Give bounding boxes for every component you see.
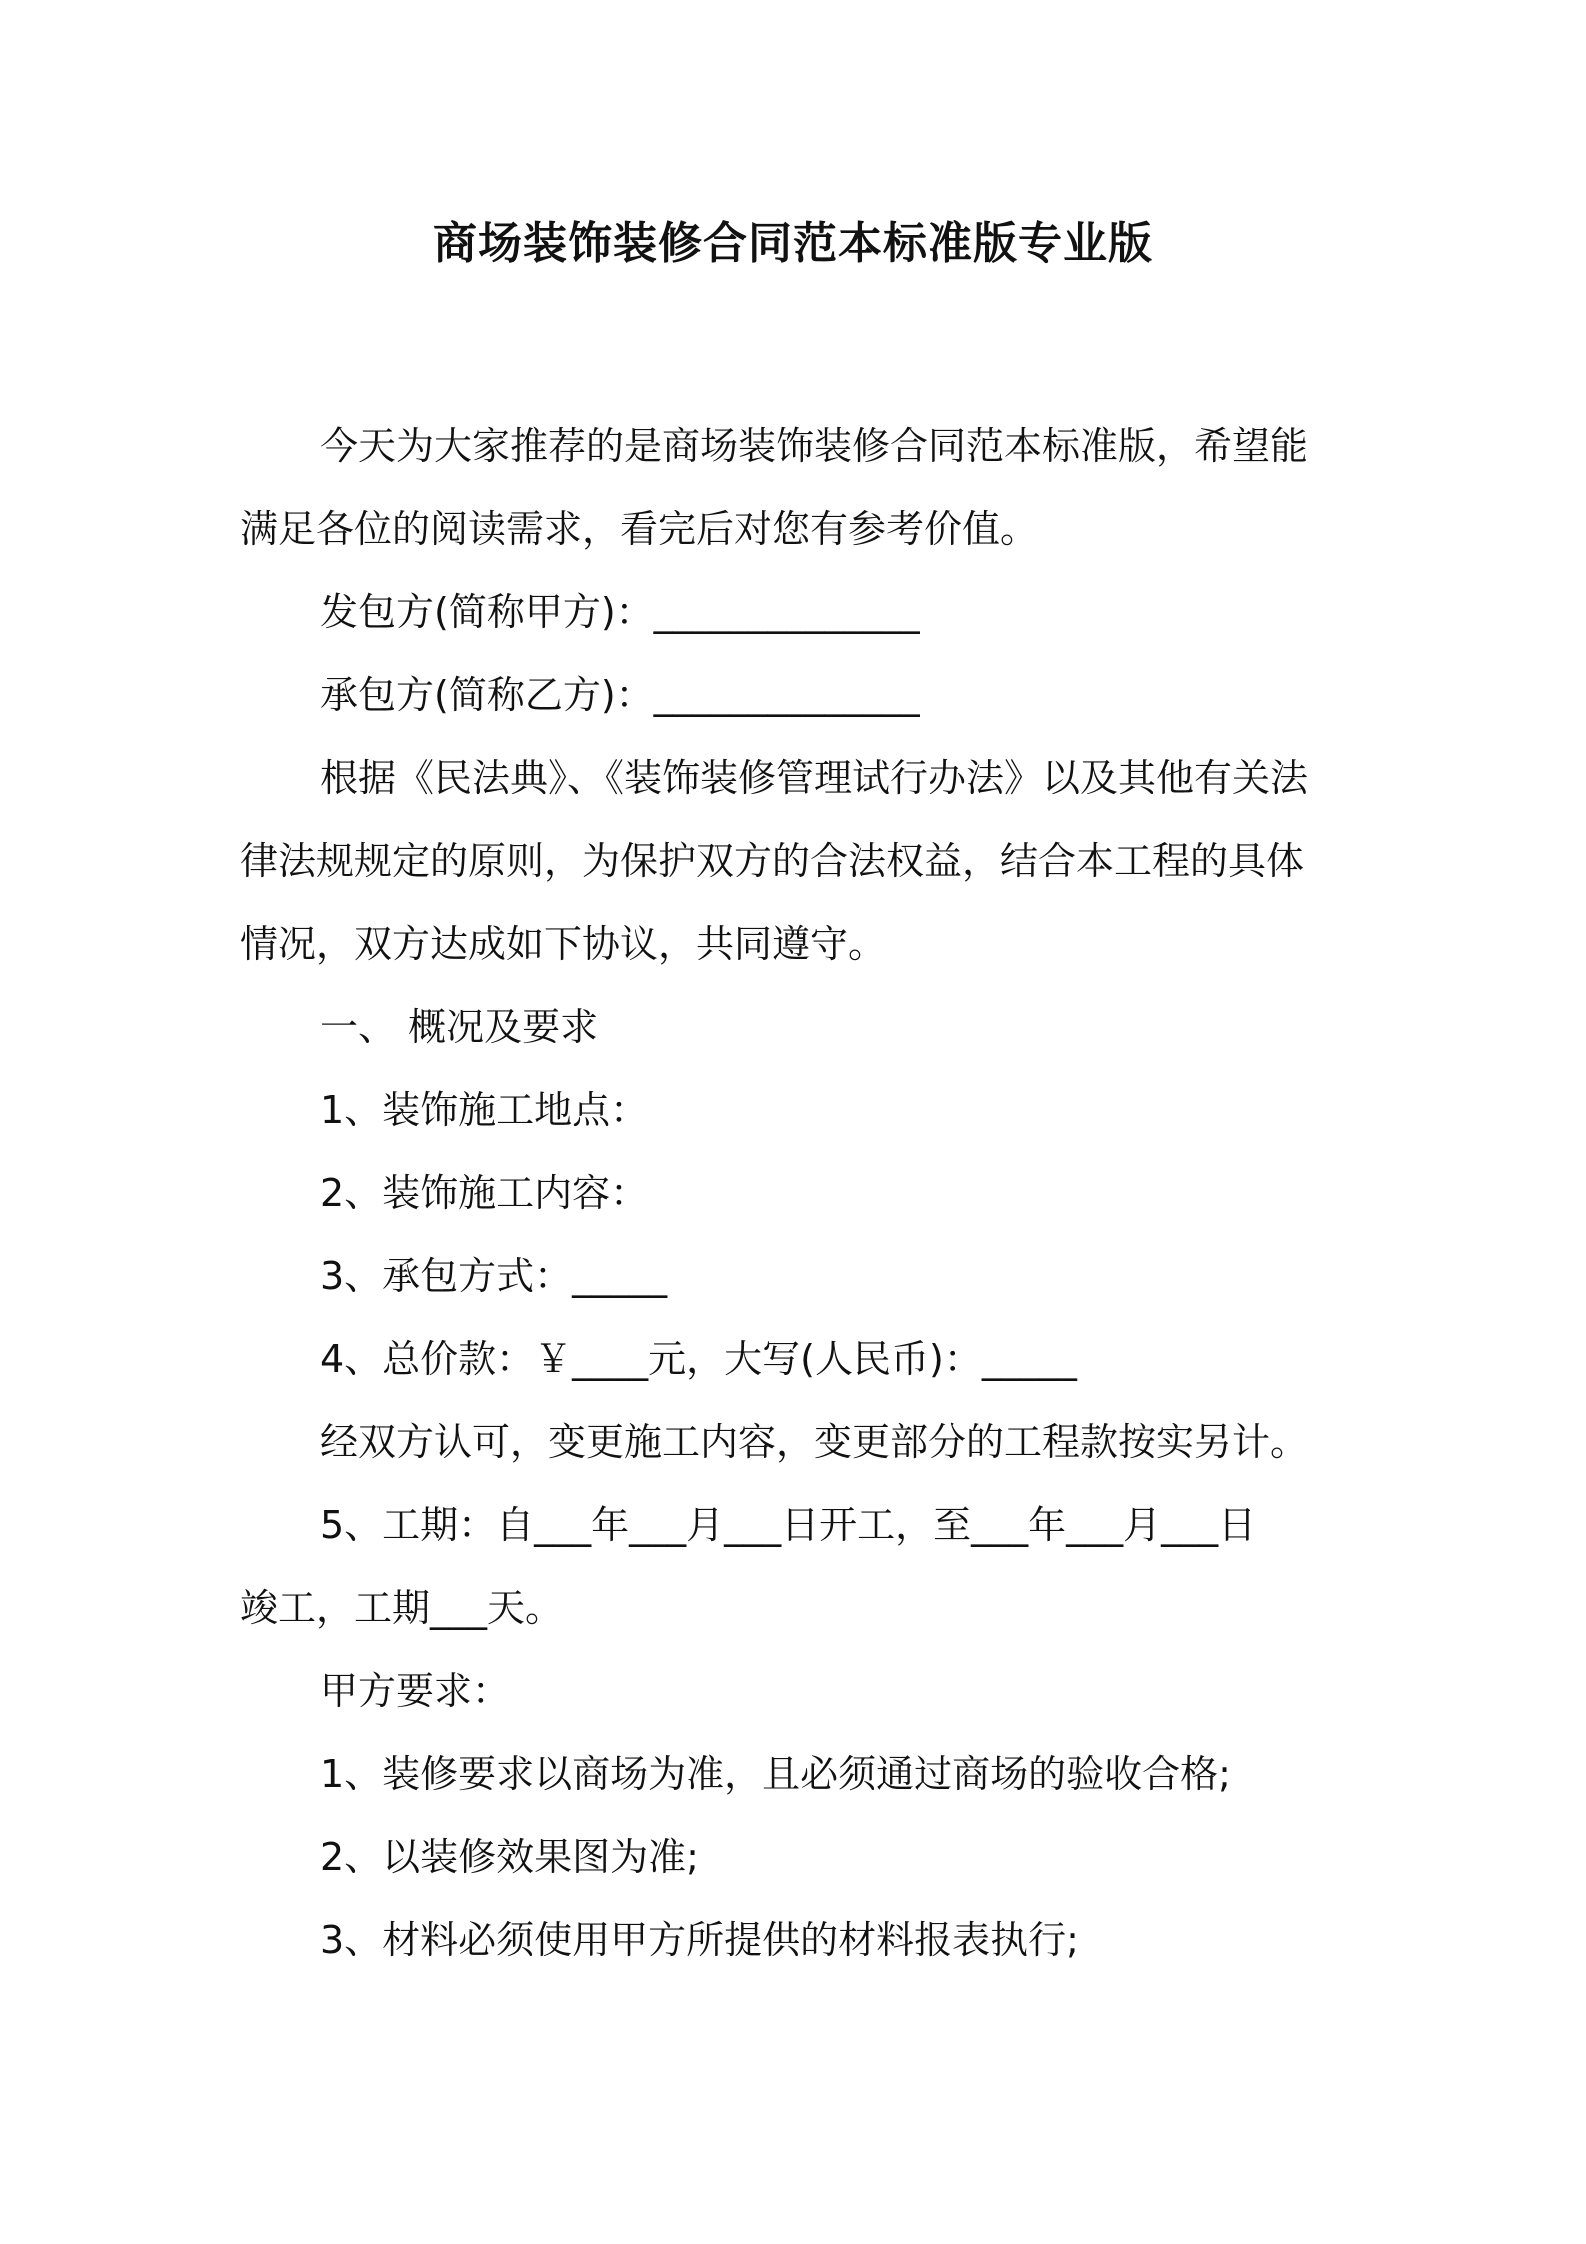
- list-item: 1、装修要求以商场为准，且必须通过商场的验收合格;: [320, 1752, 1231, 1796]
- paragraph-line: 情况，双方达成如下协议，共同遵守。: [240, 922, 887, 966]
- paragraph-line: 经双方认可，变更施工内容，变更部分的工程款按实另计。: [320, 1420, 1309, 1464]
- list-item: 5、工期：自___年___月___日开工，至___年___月___日: [320, 1503, 1257, 1547]
- list-item: 4、总价款：￥____元，大写(人民币)：_____: [320, 1337, 1077, 1381]
- party-a-line: 发包方(简称甲方)：______________: [320, 590, 920, 634]
- paragraph-line: 根据《民法典》、《装饰装修管理试行办法》以及其他有关法: [320, 756, 1309, 800]
- list-item: 3、材料必须使用甲方所提供的材料报表执行;: [320, 1918, 1079, 1962]
- section-heading: 一、 概况及要求: [320, 1005, 599, 1049]
- list-item: 2、以装修效果图为准;: [320, 1835, 699, 1879]
- paragraph-line: 满足各位的阅读需求，看完后对您有参考价值。: [240, 507, 1039, 551]
- party-b-line: 承包方(简称乙方)：______________: [320, 673, 920, 717]
- list-item: 2、装饰施工内容：: [320, 1171, 649, 1215]
- paragraph-line: 竣工，工期___天。: [240, 1586, 564, 1630]
- paragraph-line: 律法规规定的原则，为保护双方的合法权益，结合本工程的具体: [240, 839, 1305, 883]
- list-item: 3、承包方式：_____: [320, 1254, 668, 1298]
- list-item: 1、装饰施工地点：: [320, 1088, 649, 1132]
- paragraph-line: 今天为大家推荐的是商场装饰装修合同范本标准版，希望能: [320, 424, 1309, 468]
- subheading: 甲方要求：: [320, 1669, 511, 1713]
- document-body: [240, 405, 1350, 1982]
- document-title: 商场装饰装修合同范本标准版专业版: [433, 218, 1153, 269]
